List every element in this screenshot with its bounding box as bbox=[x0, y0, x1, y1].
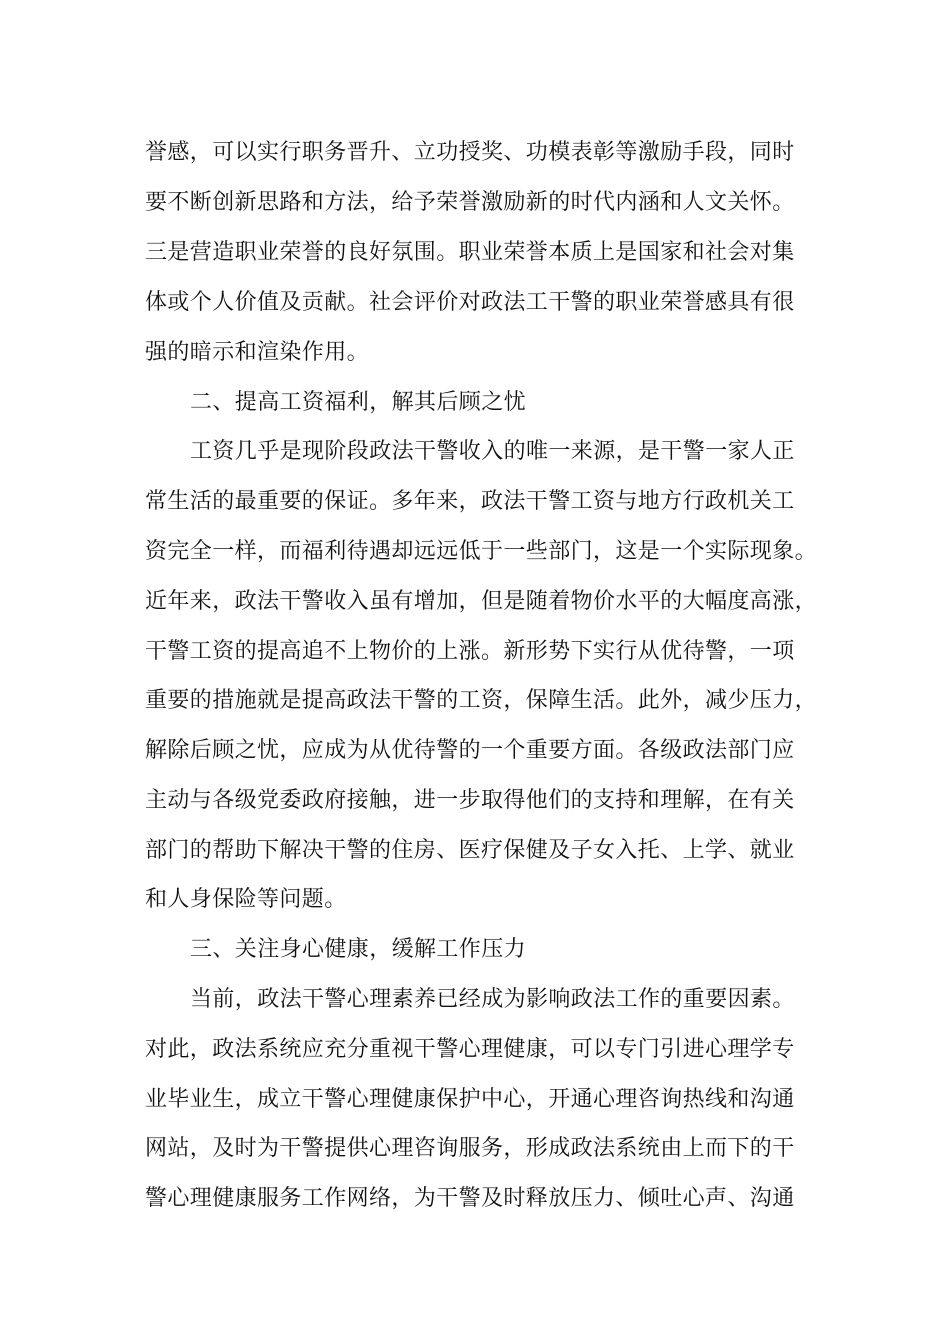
text-line: 常生活的最重要的保证。多年来，政法干警工资与地方行政机关工 bbox=[145, 489, 795, 514]
text-line: 强的暗示和渲染作用。 bbox=[145, 340, 370, 365]
text-line: 重要的措施就是提高政法干警的工资，保障生活。此外，减少压力， bbox=[145, 688, 818, 713]
text-line: 警心理健康服务工作网络，为干警及时释放压力、倾吐心声、沟通 bbox=[145, 1186, 795, 1211]
text-line: 对此，政法系统应充分重视干警心理健康，可以专门引进心理学专 bbox=[145, 1037, 795, 1062]
text-line: 主动与各级党委政府接触，进一步取得他们的支持和理解，在有关 bbox=[145, 788, 795, 813]
text-line: 干警工资的提高追不上物价的上涨。新形势下实行从优待警，一项 bbox=[145, 639, 795, 664]
text-line: 当前，政法干警心理素养已经成为影响政法工作的重要因素。 bbox=[190, 987, 795, 1012]
text-line: 解除后顾之忧，应成为从优待警的一个重要方面。各级政法部门应 bbox=[145, 738, 795, 763]
text-line: 近年来，政法干警收入虽有增加，但是随着物价水平的大幅度高涨， bbox=[145, 589, 818, 614]
section-heading: 二、提高工资福利，解其后顾之忧 bbox=[190, 390, 527, 415]
text-line: 业毕业生，成立干警心理健康保护中心，开通心理咨询热线和沟通 bbox=[145, 1087, 795, 1112]
text-line: 要不断创新思路和方法，给予荣誉激励新的时代内涵和人文关怀。 bbox=[145, 190, 795, 215]
text-line: 和人身保险等问题。 bbox=[145, 887, 347, 912]
text-line: 资完全一样，而福利待遇却远远低于一些部门，这是一个实际现象。 bbox=[145, 539, 818, 564]
text-line: 誉感，可以实行职务晋升、立功授奖、功模表彰等激励手段，同时 bbox=[145, 140, 795, 165]
text-line: 工资几乎是现阶段政法干警收入的唯一来源，是干警一家人正 bbox=[190, 439, 795, 464]
section-heading: 三、关注身心健康，缓解工作压力 bbox=[190, 937, 527, 962]
text-line: 部门的帮助下解决干警的住房、医疗保健及子女入托、上学、就业 bbox=[145, 838, 795, 863]
text-line: 网站，及时为干警提供心理咨询服务，形成政法系统由上而下的干 bbox=[145, 1136, 795, 1161]
text-line: 体或个人价值及贡献。社会评价对政法工干警的职业荣誉感具有很 bbox=[145, 290, 795, 315]
text-line: 三是营造职业荣誉的良好氛围。职业荣誉本质上是国家和社会对集 bbox=[145, 240, 795, 265]
